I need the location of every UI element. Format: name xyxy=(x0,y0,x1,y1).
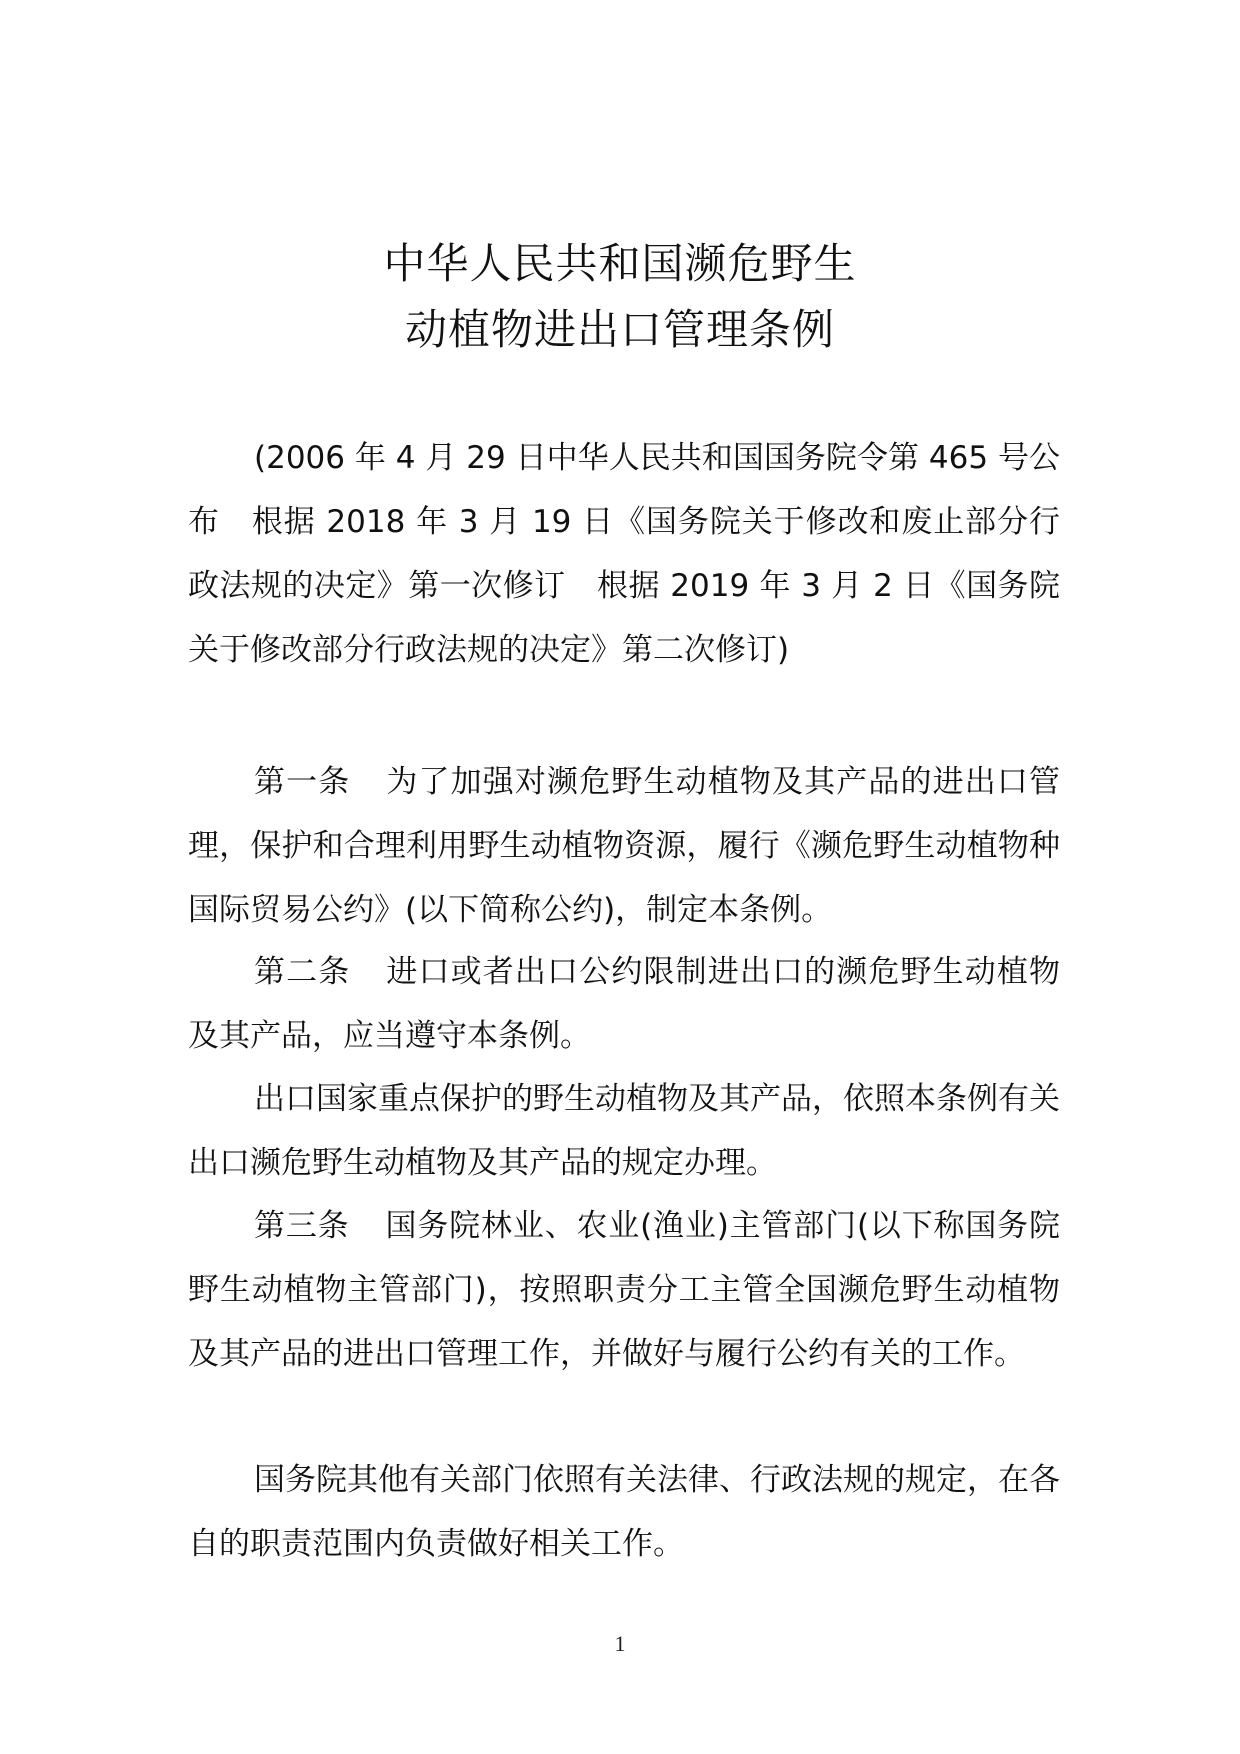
article-1-text: 为了加强对濒危野生动植物及其产品的进出口管理，保护和合理利用野生动植物资源，履行《濒危野生动植物种国际贸易公约》(以下简称公约)，制定本条例。 xyxy=(188,764,1061,928)
article-1-label: 第一条 xyxy=(254,764,351,800)
document-title-line-1: 中华人民共和国濒危野生 xyxy=(383,239,857,288)
article-2-label: 第二条 xyxy=(254,954,351,990)
document-title-line-2: 动植物进出口管理条例 xyxy=(404,305,835,354)
article-2-text: 进口或者出口公约限制进出口的濒危野生动植物及其产品，应当遵守本条例。 xyxy=(188,954,1061,1054)
article-3 xyxy=(188,1194,1060,1386)
article-3-label: 第三条 xyxy=(254,1208,350,1244)
page-number: 1 xyxy=(614,1631,626,1656)
article-2-paragraph-2: 出口国家重点保护的野生动植物及其产品，依照本条例有关出口濒危野生动植物及其产品的规定办理。 xyxy=(188,1081,1060,1181)
article-3-paragraph-2: 国务院其他有关部门依照有关法律、行政法规的规定，在各自的职责范围内负责做好相关工作。 xyxy=(188,1462,1060,1562)
article-2 xyxy=(188,940,1060,1068)
article-1 xyxy=(188,750,1060,942)
article-3-text: 国务院林业、农业(渔业)主管部门(以下称国务院野生动植物主管部门)，按照职责分工主管全国濒危野生动植物及其产品的进出口管理工作，并做好与履行公约有关的工作。 xyxy=(188,1208,1061,1372)
promulgation-note: (2006 年 4 月 29 日中华人民共和国国务院令第 465 号公布 根据 2018 年 3 月 19 日《国务院关于修改和废止部分行政法规的决定》第一次修订 根据 2019 年 3 月 2 日《国务院关于修改部分行政法规的决定》第二次修订) xyxy=(188,440,1060,668)
